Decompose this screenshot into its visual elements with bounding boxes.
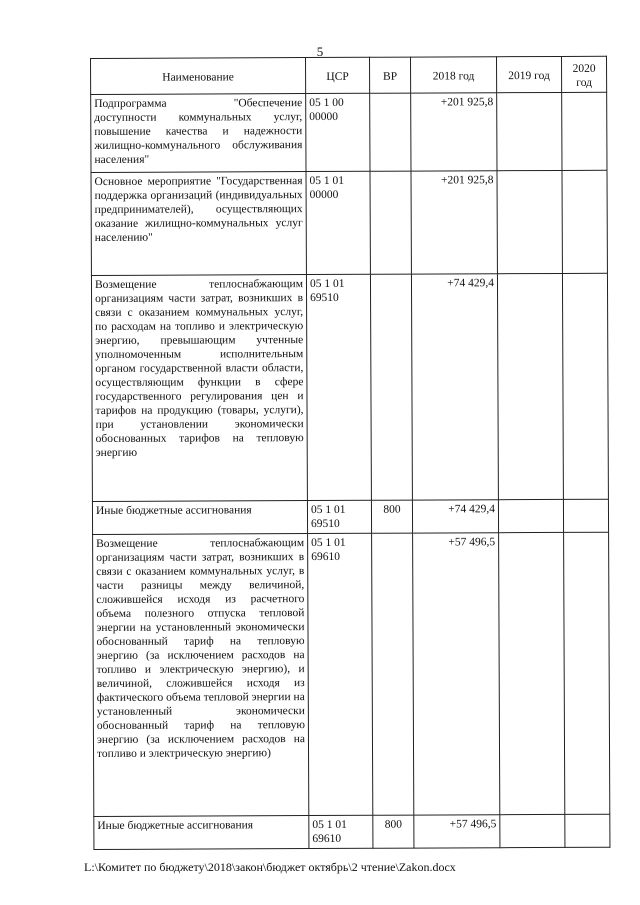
row-name: Возмещение теплоснабжающим организациям части затрат, возникших в связи с оказанием коммунальных услуг, по расходам на топливо и электрическую энергию, превышающим учтенные уполномоченным исполнительным органом государственной власти области, осуществляющим функции в сфере государственного регулирования цен и тарифов на продукцию (товары, услуги), при установлении экономически обоснованных тарифов на тепловую энергию — [91, 275, 307, 502]
row-2020 — [562, 92, 607, 170]
row-vr — [370, 93, 411, 171]
table-row — [91, 273, 608, 501]
table-header-row — [91, 56, 607, 94]
row-2019 — [497, 273, 563, 499]
budget-table — [90, 56, 610, 850]
row-2020 — [562, 273, 608, 499]
row-2020 — [563, 499, 608, 532]
row-2020 — [562, 170, 607, 273]
row-2019 — [497, 92, 562, 170]
row-csr: 05 1 01 00000 — [306, 171, 370, 274]
header-name: Наименование — [91, 58, 306, 95]
row-csr: 05 1 01 69610 — [308, 533, 373, 815]
row-2018: +201 925,8 — [411, 171, 497, 274]
header-vr: ВР — [369, 57, 410, 93]
row-name: Иные бюджетные ассигнования — [94, 816, 309, 850]
header-csr: ЦСР — [306, 57, 370, 93]
header-2018: 2018 год — [410, 57, 496, 93]
row-2019 — [499, 532, 565, 814]
row-2018: +74 429,4 — [412, 500, 498, 533]
row-vr — [370, 171, 411, 274]
table-row — [94, 814, 610, 849]
row-name: Возмещение теплоснабжающим организациям части затрат, возникших в связи с оказанием коммунальных услуг, в части разницы между величиной, сложившейся исходя из расчетного объема полезного отпуска тепловой энергии на установленный экономически обоснованный тариф на тепловую энергию (за исключением расходов на топливо и электрическую энергию), и величиной, сложившейся исходя из фактического объема тепловой энергии на установленный экономически обоснованный тариф на тепловую энергию (за исключением расходов на топливо и электрическую энергию) — [93, 534, 309, 817]
footer-file-path: L:\Комитет по бюджету\2018\закон\бюджет октябрь\2 чтение\Zakon.docx — [84, 860, 456, 874]
row-2020 — [564, 532, 610, 814]
page-number: 5 — [316, 44, 324, 59]
row-name: Иные бюджетные ассигнования — [92, 501, 307, 535]
row-2019 — [497, 170, 562, 273]
row-name: Подпрограмма "Обеспечение доступности коммунальных услуг, повышение качества и надежности жилищно-коммунального обслуживания населения" — [91, 94, 306, 173]
table-row — [91, 170, 607, 275]
row-csr: 05 1 01 69610 — [309, 815, 373, 848]
row-2018: +57 496,5 — [413, 533, 500, 815]
row-2018: +57 496,5 — [414, 815, 500, 848]
row-csr: 05 1 01 69510 — [306, 274, 371, 500]
row-csr: 05 1 01 69510 — [307, 500, 371, 533]
row-vr: 800 — [371, 500, 412, 533]
row-2019 — [500, 814, 565, 847]
row-csr: 05 1 00 00000 — [306, 93, 370, 171]
row-vr — [370, 274, 412, 500]
header-2020: 2020 год — [561, 56, 606, 92]
row-2020 — [565, 814, 610, 847]
row-2018: +201 925,8 — [411, 93, 497, 171]
table-row — [92, 499, 608, 534]
row-2018: +74 429,4 — [411, 274, 498, 500]
row-name: Основное мероприятие "Государственная поддержка организаций (индивидуальных предпринимателей), осуществляющих оказание жилищно-коммунальных услуг населению" — [91, 172, 306, 276]
row-vr — [372, 533, 414, 815]
row-vr: 800 — [373, 815, 414, 848]
table-row — [91, 92, 607, 172]
header-2019: 2019 год — [496, 56, 561, 92]
row-2019 — [498, 499, 563, 532]
table-row — [93, 532, 610, 816]
